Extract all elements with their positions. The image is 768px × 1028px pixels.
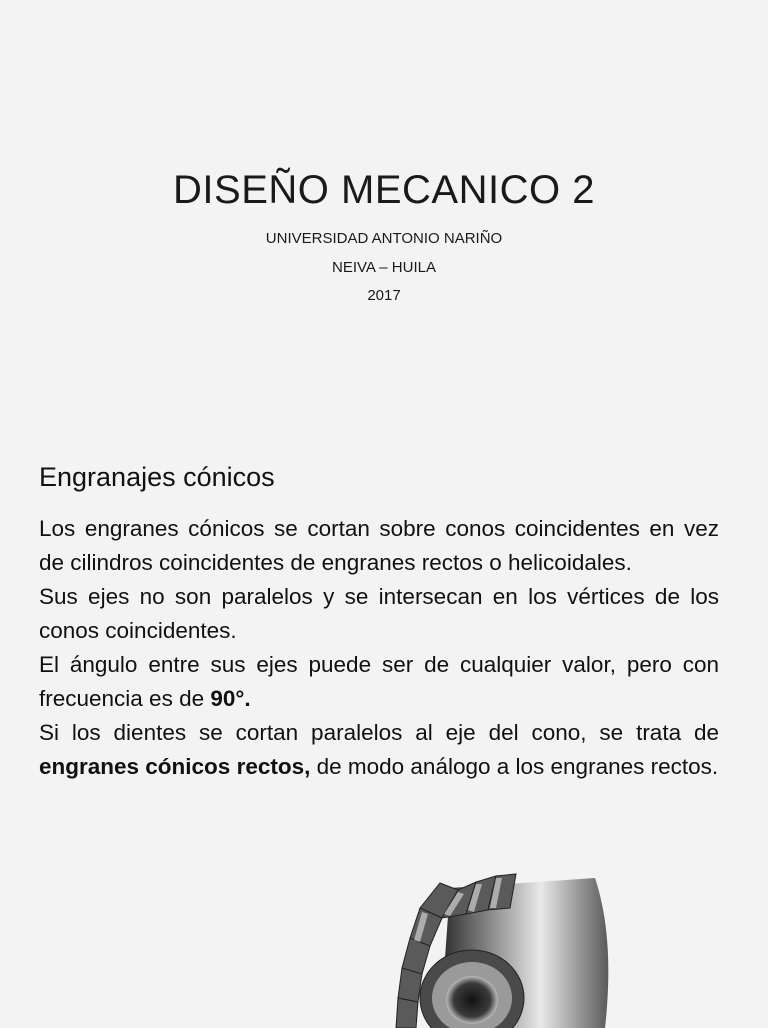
paragraph-3-text: El ángulo entre sus ejes puede ser de cualquier valor, pero con frecuencia es de <box>39 652 719 711</box>
paragraph-4 <box>39 716 719 784</box>
section-body <box>39 512 719 784</box>
content-slide <box>0 440 768 1024</box>
page-title: DISEÑO MECANICO 2 <box>173 168 595 212</box>
paragraph-1: Los engranes cónicos se cortan sobre conos coincidentes en vez de cilindros coincidentes de engranes rectos o helicoidales. <box>39 516 719 575</box>
year-label: 2017 <box>367 287 401 304</box>
university-label: UNIVERSIDAD ANTONIO NARIÑO <box>265 230 503 247</box>
paragraph-4-text-b: de modo análogo a los engranes rectos. <box>310 754 719 779</box>
location-label: NEIVA – HUILA <box>332 259 436 276</box>
bevel-gear-image <box>380 868 630 1028</box>
section-heading: Engranajes cónicos <box>39 462 275 492</box>
angle-value: 90°. <box>210 686 251 711</box>
straight-bevel-term: engranes cónicos rectos, <box>39 754 311 779</box>
title-slide <box>0 0 768 420</box>
paragraph-4-text-a: Si los dientes se cortan paralelos al eje del cono, se trata de <box>39 720 719 745</box>
paragraph-3 <box>39 648 719 716</box>
paragraph-2: Sus ejes no son paralelos y se intersecan en los vértices de los conos coincidentes. <box>39 584 719 643</box>
